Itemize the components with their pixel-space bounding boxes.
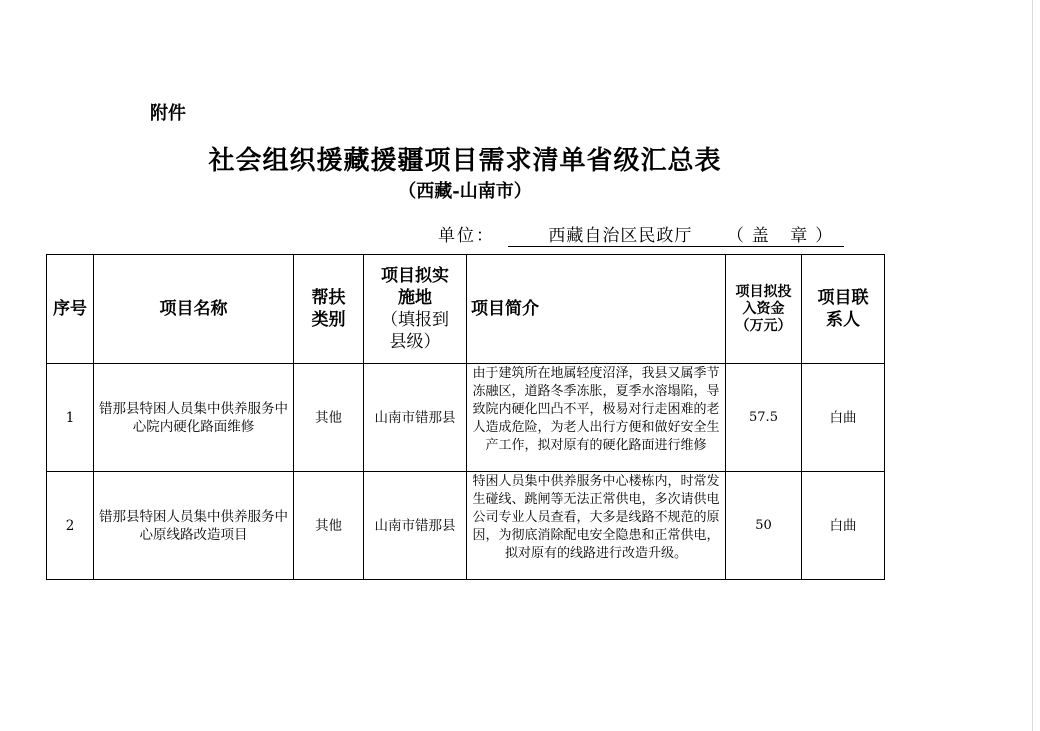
header-location-main: 项目拟实施地 xyxy=(381,266,449,308)
cell-name: 错那县特困人员集中供养服务中心院内硬化路面维修 xyxy=(94,364,294,472)
unit-line xyxy=(438,221,844,247)
document-subtitle: （西藏-山南市） xyxy=(398,181,532,202)
header-location-sub: （填报到县级） xyxy=(381,310,449,352)
header-contact: 项目联系人 xyxy=(802,255,885,364)
unit-seal: （盖 章） xyxy=(726,226,841,246)
cell-category: 其他 xyxy=(294,364,364,472)
unit-organization: 西藏自治区民政厅 xyxy=(548,226,693,246)
cell-contact: 白曲 xyxy=(802,472,885,580)
page-edge xyxy=(1032,0,1033,731)
unit-value-underlined xyxy=(508,221,844,247)
table-header-row xyxy=(47,255,885,364)
cell-seq: 2 xyxy=(47,472,94,580)
unit-label: 单位： xyxy=(438,226,495,246)
cell-location: 山南市错那县 xyxy=(364,364,467,472)
header-location xyxy=(364,255,467,364)
table-row xyxy=(47,472,885,580)
header-fund: 项目拟投入资金（万元） xyxy=(726,255,802,364)
cell-seq: 1 xyxy=(47,364,94,472)
cell-fund: 50 xyxy=(726,472,802,580)
cell-description: 由于建筑所在地属轻度沼泽，我县又属季节冻融区，道路冬季冻胀，夏季水溶塌陷，导致院内硬化凹凸不平，极易对行走困难的老人造成危险，为老人出行方便和做好安全生产工作，拟对原有的硬化路面进行维修 xyxy=(467,364,726,472)
attachment-label: 附件 xyxy=(150,103,186,124)
cell-name: 错那县特困人员集中供养服务中心原线路改造项目 xyxy=(94,472,294,580)
table-row xyxy=(47,364,885,472)
cell-fund: 57.5 xyxy=(726,364,802,472)
header-category: 帮扶类别 xyxy=(294,255,364,364)
cell-contact: 白曲 xyxy=(802,364,885,472)
cell-location: 山南市错那县 xyxy=(364,472,467,580)
cell-description: 特困人员集中供养服务中心楼栋内，时常发生碰线、跳闸等无法正常供电，多次请供电公司专业人员查看，大多是线路不规范的原因，为彻底消除配电安全隐患和正常供电，拟对原有的线路进行改造升级。 xyxy=(467,472,726,580)
header-seq: 序号 xyxy=(47,255,94,364)
cell-category: 其他 xyxy=(294,472,364,580)
header-description: 项目简介 xyxy=(467,255,726,364)
header-name: 项目名称 xyxy=(94,255,294,364)
document-title: 社会组织援藏援疆项目需求清单省级汇总表 xyxy=(208,146,722,176)
project-table xyxy=(46,254,885,580)
